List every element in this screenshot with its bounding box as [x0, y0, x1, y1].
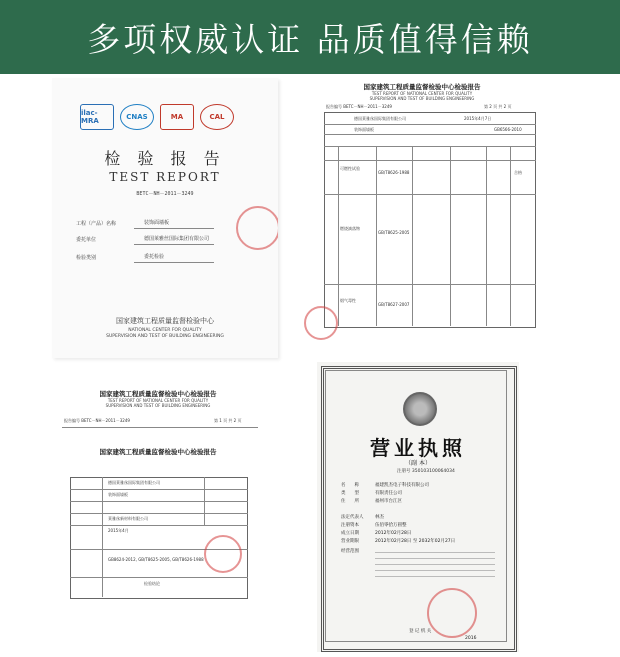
ma-logo: MA [160, 104, 194, 130]
lic-label: 经营范围 [341, 549, 359, 554]
second-header-en1: TEST REPORT OF NATIONAL CENTER FOR QUALITY [107, 398, 209, 403]
cal-logo: CAL [200, 104, 234, 130]
row-std: GB/T8626-1988 [378, 170, 410, 175]
field-label-type: 检验类别 [76, 255, 97, 261]
table-rule [70, 501, 248, 502]
red-seal-stamp [304, 306, 338, 340]
result-table [324, 112, 536, 328]
table-rule [338, 146, 339, 326]
cnas-logo: CNAS [120, 104, 154, 130]
scope-text-line [375, 552, 495, 553]
table-rule [486, 146, 487, 326]
center-name-cn: 国家建筑工程质量监督检验中心 [116, 317, 214, 325]
field-value-type: 委托检验 [144, 254, 165, 260]
second-report-number: 报告编号 BETC－NH－2011－3249 [64, 418, 130, 423]
table-rule [324, 160, 536, 161]
scope-text-line [375, 570, 495, 571]
scope-text-line [375, 576, 495, 577]
table-rule [412, 146, 413, 326]
table-header-cn: 国家建筑工程质量监督检验中心检验报告 [363, 83, 481, 91]
second-conclusion: 检验结论 [144, 581, 160, 586]
lic-value: 福建凯杰电子科技有限公司 [375, 483, 429, 488]
business-license [317, 362, 519, 652]
second-page-number: 第 1 页 共 2 页 [214, 418, 242, 423]
table-rule [324, 194, 536, 195]
red-seal-stamp [427, 588, 477, 638]
table-date: 2015年4月7日 [464, 116, 492, 121]
lic-value: 伍佰零拾万圆整 [375, 523, 407, 528]
second-header-en2: SUPERVISION AND TEST OF BUILDING ENGINEERING [105, 403, 211, 408]
field-underline [134, 244, 214, 245]
field-label-product: 工程（产品）名称 [76, 221, 117, 227]
lic-value: 林杰 [375, 515, 384, 520]
table-client: 德国莱雅丝国际集团有限公司 [354, 116, 406, 121]
row-item: 可燃性试验 [340, 166, 360, 171]
report-number: BETC－NH－2011－3249 [136, 191, 194, 197]
field-underline [134, 262, 214, 263]
test-report-table-page [304, 76, 540, 343]
row-item: 燃烧滴落物 [340, 226, 360, 231]
lic-value: 2012年02月28日 [375, 531, 412, 536]
field-label-client: 委托单位 [76, 237, 97, 243]
second-product: 装饰面墙板 [108, 492, 128, 497]
center-name-en2: SUPERVISION AND TEST OF BUILDING ENGINEERING [106, 334, 224, 339]
table-rule [510, 146, 511, 326]
second-date: 2015年4月 [108, 528, 129, 533]
red-seal-stamp [204, 535, 242, 573]
license-title: 营业执照 [370, 436, 466, 460]
lic-label: 注册资本 [341, 523, 359, 528]
table-rule [450, 146, 451, 326]
second-manufacturer: 莱雅丝新材料有限公司 [108, 516, 148, 521]
table-rule [376, 146, 377, 326]
lic-label: 成立日期 [341, 531, 359, 536]
second-client: 德国莱雅丝国际集团有限公司 [108, 480, 160, 485]
row-item: 烟气毒性 [340, 298, 356, 303]
table-page-number: 第 2 页 共 2 页 [484, 104, 512, 109]
test-report-second-page [54, 385, 262, 647]
lic-value: 有限责任公司 [375, 491, 402, 496]
lic-label: 法定代表人 [341, 515, 364, 520]
table-header-en2: SUPERVISION AND TEST OF BUILDING ENGINEERING [369, 96, 475, 101]
table-rule [324, 134, 536, 135]
row-std: GB/T8627-2007 [378, 302, 410, 307]
field-value-client: 德国莱雅丝国际集团有限公司 [144, 236, 210, 242]
table-rule [324, 124, 536, 125]
page-rule [62, 427, 258, 428]
table-rule [70, 489, 248, 490]
lic-label: 名 称 [341, 483, 359, 488]
field-value-product: 装饰面墙板 [144, 220, 170, 226]
test-report-cover [52, 78, 278, 358]
banner-title: 多项权威认证 品质值得信赖 [87, 19, 533, 59]
table-rule [102, 477, 103, 597]
license-year: 2016 [465, 636, 477, 641]
table-standard: GB6566-2010 [494, 127, 522, 132]
red-seal-stamp [236, 206, 278, 250]
scope-text-line [375, 564, 495, 565]
national-emblem-icon [403, 392, 437, 426]
lic-value: 福州市台江区 [375, 499, 402, 504]
report-title-cn: 检 验 报 告 [104, 149, 226, 168]
license-subtitle: （副 本） [405, 460, 431, 467]
lic-label: 营业期限 [341, 539, 359, 544]
lic-label: 住 所 [341, 499, 359, 504]
row-std: GB/T8625-2005 [378, 230, 410, 235]
table-rule [70, 513, 248, 514]
lic-value: 2012年02月28日 至 2032年02月27日 [375, 539, 456, 544]
table-rule [70, 577, 248, 578]
table-product: 装饰面墙板 [354, 127, 374, 132]
scope-text-line [375, 558, 495, 559]
report-title-en: TEST REPORT [109, 170, 221, 184]
license-reg-no: 注册号 350103100064034 [397, 469, 455, 474]
license-authority: 登 记 机 关 [409, 629, 432, 634]
table-report-number: 报告编号 BETC－NH－2011－3249 [326, 104, 392, 109]
table-rule [324, 284, 536, 285]
second-header-cn: 国家建筑工程质量监督检验中心检验报告 [99, 390, 217, 398]
second-standards: GB8624-2012, GB/T8625-2005, GB/T8626-1988 [108, 557, 204, 562]
center-name-en1: NATIONAL CENTER FOR QUALITY [128, 328, 202, 333]
certification-logos [80, 104, 234, 130]
ilac-mra-logo: ilac-MRA [80, 104, 114, 130]
table-rule [70, 525, 248, 526]
header-banner [0, 0, 620, 74]
row-result: 合格 [514, 170, 522, 175]
table-rule [324, 146, 536, 147]
lic-label: 类 型 [341, 491, 359, 496]
field-underline [134, 228, 214, 229]
table-rule [204, 477, 205, 525]
table-header-en1: TEST REPORT OF NATIONAL CENTER FOR QUALITY [371, 91, 473, 96]
inner-header-cn: 国家建筑工程质量监督检验中心检验报告 [99, 448, 217, 456]
